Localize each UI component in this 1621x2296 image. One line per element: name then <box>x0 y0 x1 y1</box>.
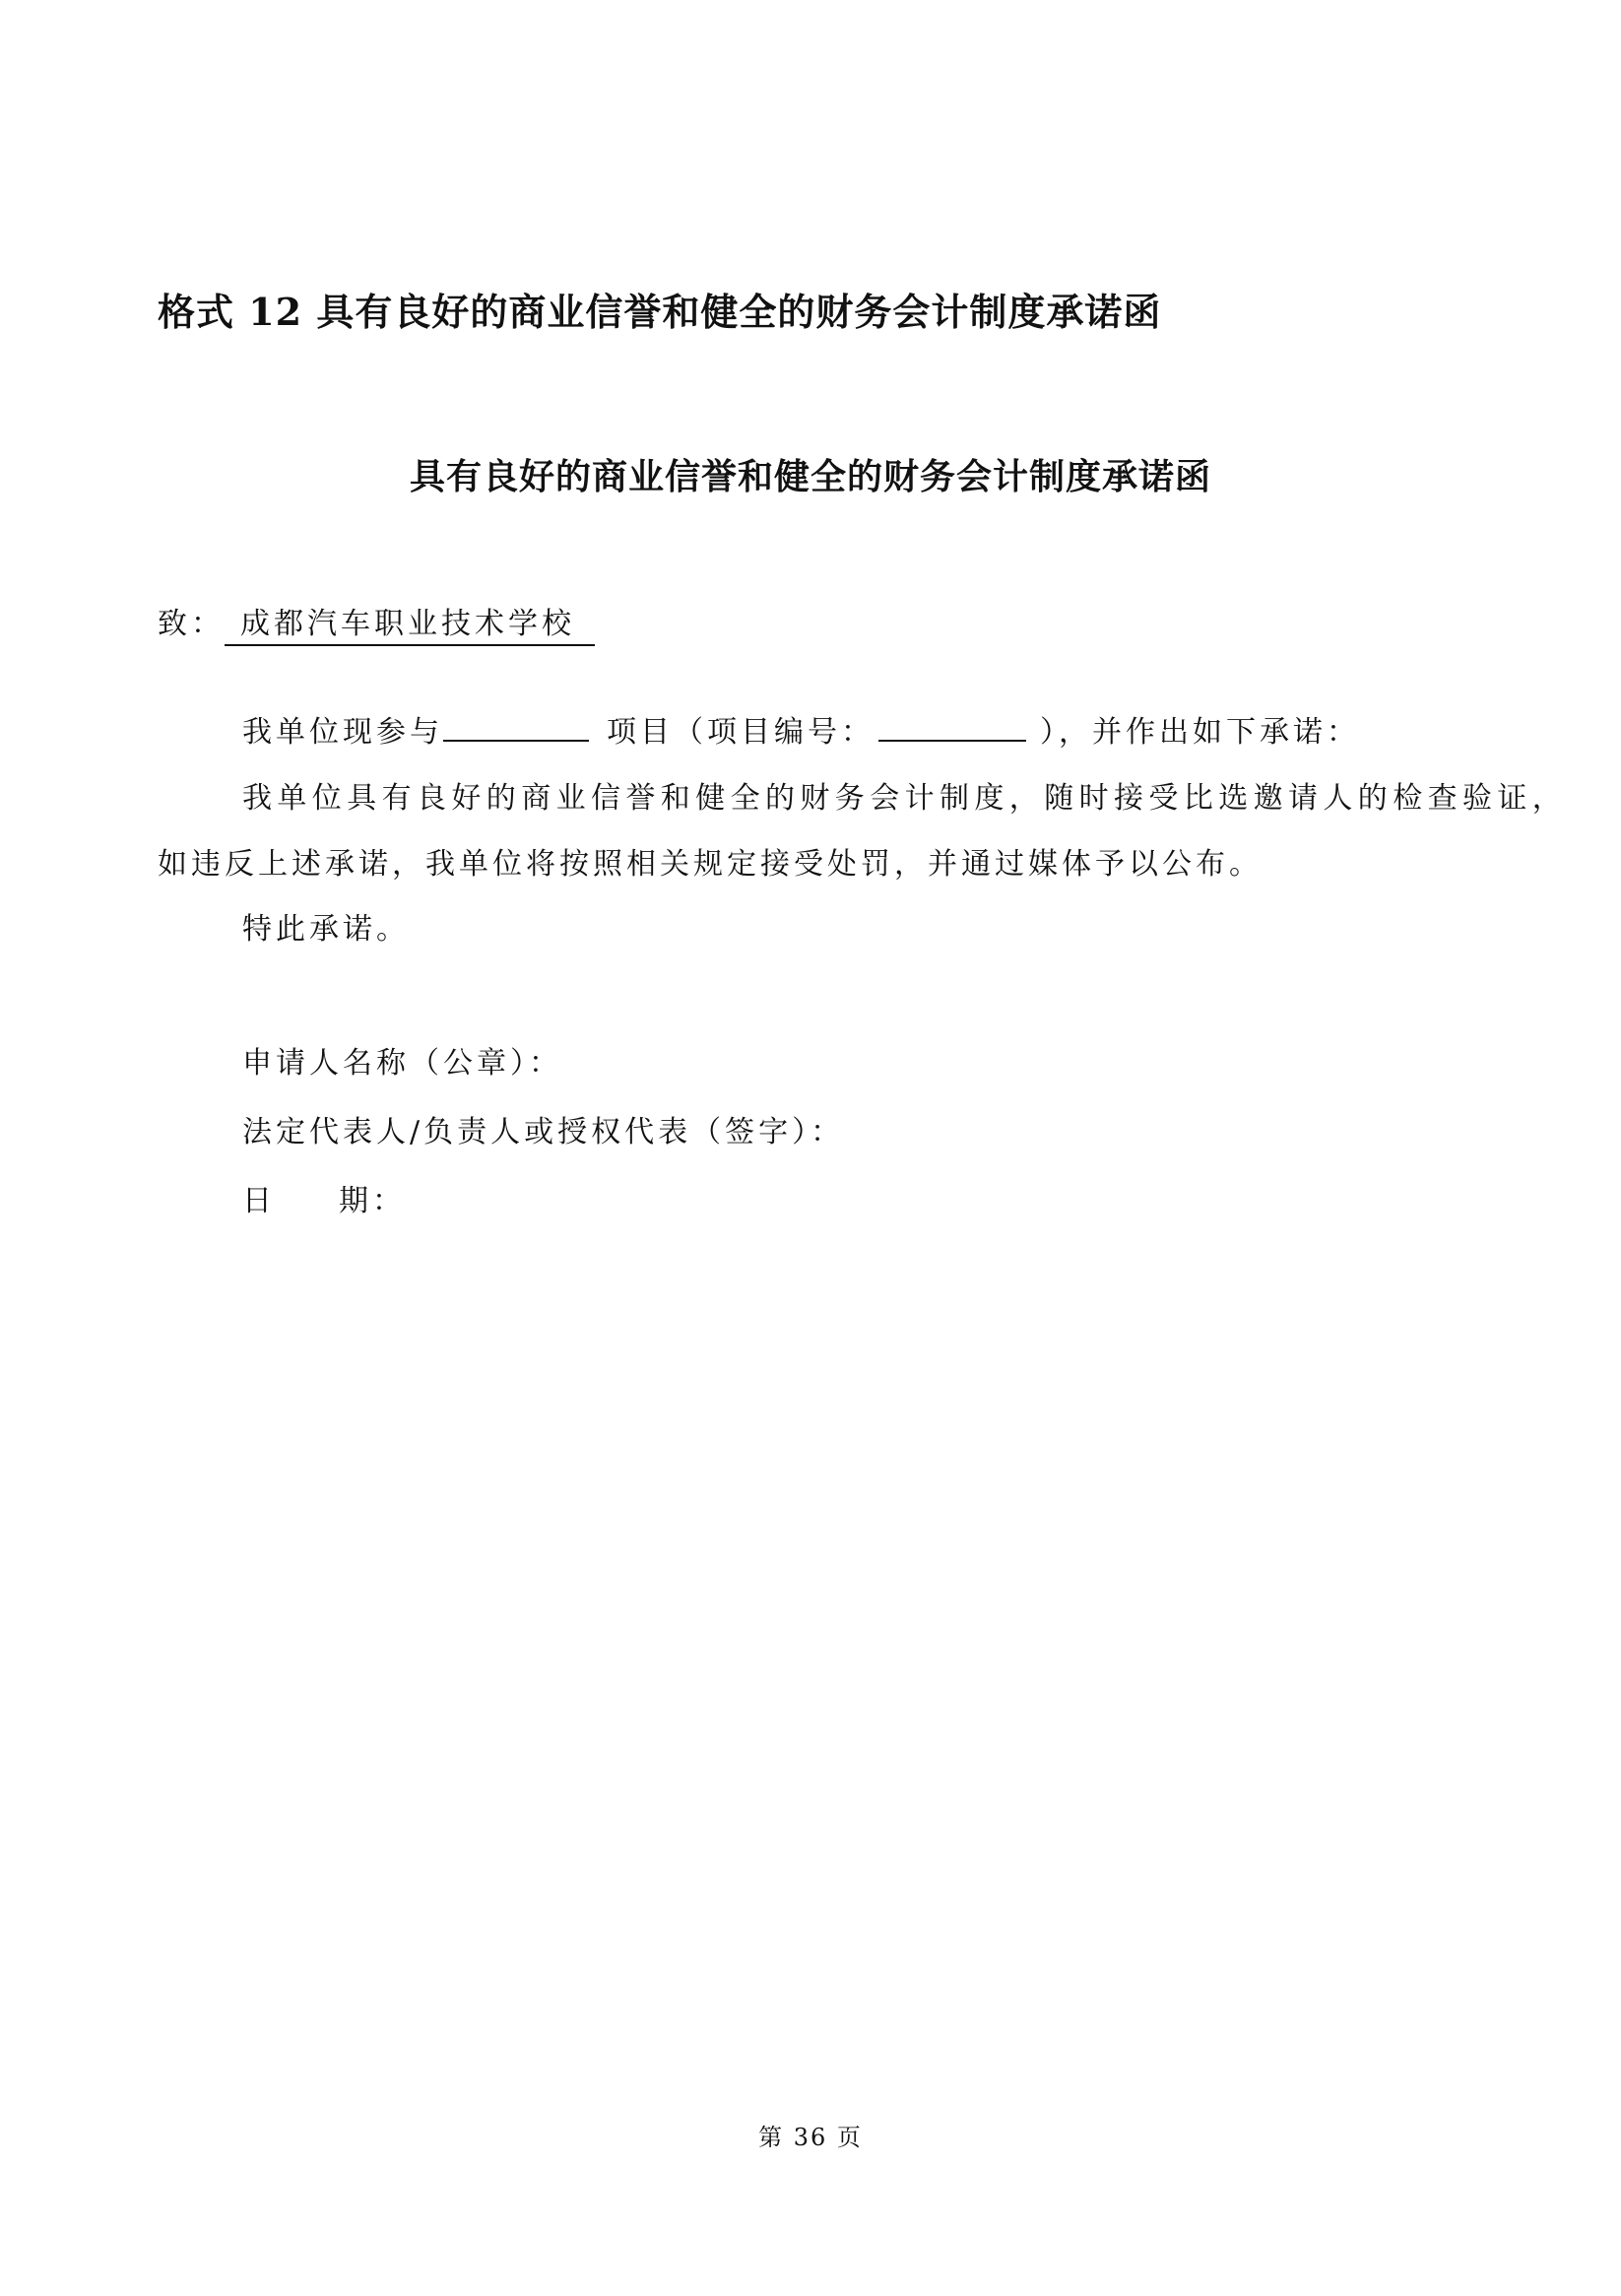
date-label <box>242 1176 406 1219</box>
commitment-paragraph-line-2: 如违反上述承诺，我单位将按照相关规定接受处罚，并通过媒体予以公布。 <box>158 847 1263 882</box>
intro-line <box>242 707 1360 751</box>
date-label-first: 日 <box>242 1184 276 1218</box>
intro-part1: 我单位现参与 <box>242 715 443 750</box>
format-heading: 格式 12 具有良好的商业信誉和健全的财务会计制度承诺函 <box>158 290 1162 334</box>
intro-part2: 项目（项目编号： <box>607 715 875 750</box>
commitment-paragraph-line-1: 我单位具有良好的商业信誉和健全的财务会计制度，随时接受比选邀请人的检查验证， <box>242 781 1568 816</box>
document-title: 具有良好的商业信誉和健全的财务会计制度承诺函 <box>409 456 1211 497</box>
closing-statement: 特此承诺。 <box>242 912 410 947</box>
project-name-blank[interactable] <box>443 710 589 742</box>
addressee-name: 成都汽车职业技术学校 <box>225 608 595 646</box>
date-label-second: 期： <box>339 1184 406 1218</box>
page-number: 第 36 页 <box>758 2124 863 2151</box>
addressee-prefix: 致： <box>158 607 225 641</box>
project-code-blank[interactable] <box>878 710 1026 742</box>
representative-signature-label: 法定代表人/负责人或授权代表（签字）： <box>242 1115 845 1149</box>
intro-part3: ），并作出如下承诺： <box>1040 715 1360 750</box>
addressee-line <box>158 599 595 646</box>
applicant-name-label: 申请人名称（公章）： <box>242 1046 562 1081</box>
